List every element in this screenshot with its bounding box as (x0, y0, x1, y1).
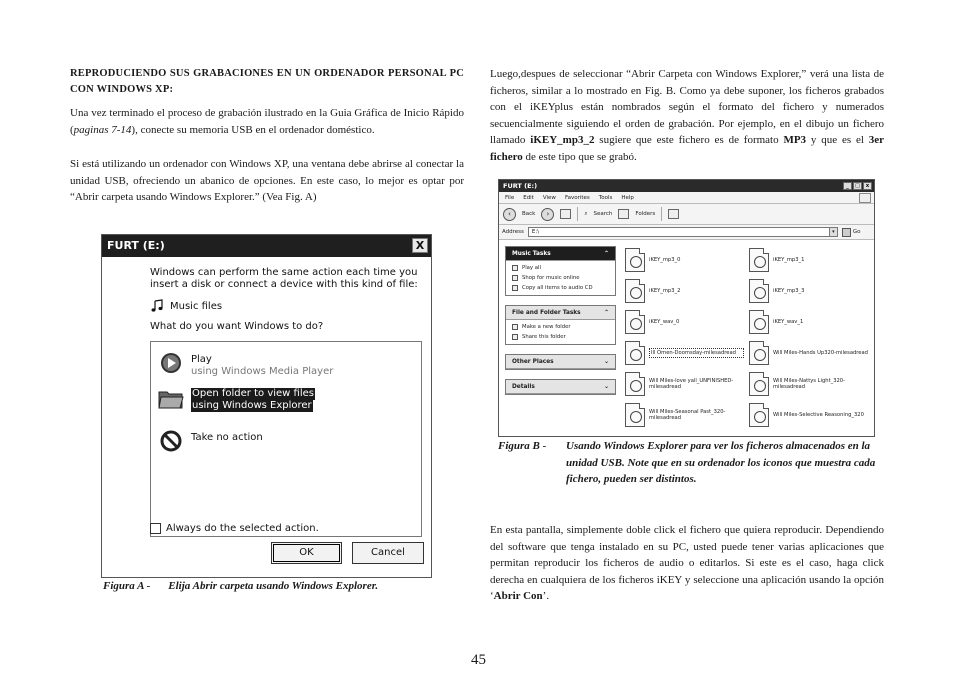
address-input[interactable]: E:\ ▾ (528, 227, 838, 237)
page-number: 45 (471, 652, 486, 668)
maximize-button[interactable]: □ (853, 182, 862, 190)
globe-icon (512, 275, 518, 281)
chevron-down-icon: ⌄ (603, 358, 609, 365)
folders-icon (618, 209, 629, 219)
dialog-title: FURT (E:) (107, 239, 165, 252)
audio-file-icon (625, 310, 645, 334)
dialog-message: Windows can perform the same action each time you insert a disk or connect a device with this kind of file: (150, 267, 418, 290)
other-places-header[interactable]: Other Places ⌄ (506, 355, 615, 369)
always-checkbox[interactable] (150, 523, 161, 534)
file-item[interactable]: iKEY_mp3_2 (625, 277, 747, 305)
details-header[interactable]: Details ⌄ (506, 380, 615, 394)
music-files-row (150, 299, 222, 313)
explorer-title: FURT (E:) (503, 182, 538, 190)
up-folder-icon[interactable] (560, 209, 571, 219)
no-action-icon (157, 428, 185, 454)
chevron-up-icon: ⌃ (603, 309, 609, 316)
option-play[interactable] (157, 350, 333, 378)
option-open-folder-label: Open folder to view files (192, 388, 314, 399)
explorer-titlebar (499, 180, 874, 192)
search-button[interactable]: Search (593, 211, 613, 217)
file-item[interactable]: iKEY_mp3_3 (749, 277, 871, 305)
search-icon: ⌕ (584, 210, 588, 217)
back-button[interactable]: Back (522, 211, 536, 217)
section-heading: REPRODUCIENDO SUS GRABACIONES EN UN ORDENADOR PERSONAL PC CON WINDOWS XP: (70, 68, 464, 95)
address-bar (499, 225, 874, 240)
file-item[interactable]: Will Miles-Seasonal Past_320-milesadread (625, 401, 747, 429)
new-folder-icon (512, 324, 518, 330)
always-label: Always do the selected action. (166, 523, 319, 534)
address-label: Address (502, 229, 524, 235)
file-item[interactable]: iKEY_mp3_0 (625, 246, 747, 274)
task-sidebar (505, 246, 616, 404)
file-folder-tasks-header[interactable]: File and Folder Tasks ⌃ (506, 306, 615, 320)
file-item[interactable]: Will Miles-love yall_UNFINISHED-milesadread (625, 370, 747, 398)
task-new-folder[interactable]: Make a new folder (506, 320, 615, 332)
file-item[interactable]: Will Miles-Selective Reasoning_320 (749, 401, 871, 429)
windows-logo-icon (859, 193, 871, 203)
format-example: MP3 (783, 134, 807, 146)
chevron-down-icon: ⌄ (603, 383, 609, 390)
cancel-button[interactable]: Cancel (352, 542, 424, 564)
task-shop-music[interactable]: Shop for music online (506, 273, 615, 283)
figure-b-text: Usando Windows Explorer para ver los ficheros almacenados en la unidad USB. Note que en su ordenador los iconos que muestra cada fichero, pueden ser distintos. (566, 440, 876, 485)
audio-file-icon (625, 279, 645, 303)
audio-file-icon (625, 403, 645, 427)
file-item-selected[interactable]: Ill Omen-Doomsday-milesadread (625, 339, 747, 367)
explorer-toolbar (499, 204, 874, 225)
share-icon (512, 334, 518, 340)
option-play-label: Play (191, 354, 212, 365)
chevron-up-icon: ⌃ (603, 250, 609, 257)
task-play-all[interactable]: Play all (506, 261, 615, 273)
details-panel (505, 379, 616, 395)
play-icon (157, 350, 185, 376)
file-folder-tasks-panel (505, 305, 616, 345)
option-open-folder-sub: using Windows Explorer (192, 400, 312, 411)
figure-a-caption (103, 578, 378, 595)
audio-file-icon (749, 403, 769, 427)
option-play-sub: using Windows Media Player (191, 366, 334, 377)
task-share-folder[interactable]: Share this folder (506, 332, 615, 344)
views-icon[interactable] (668, 209, 679, 219)
menu-favorites[interactable]: Favorites (564, 195, 590, 201)
double-click-paragraph: En esta pantalla, simplemente doble click el fichero que quiera reproducir. Dependiendo del software que tenga instalado en su PC, usted puede tener varias aplicaciones que permitan reproducir los ficheros de audio o editarlos. Si este es el caso, haga click derecha en cualquiera de los ficheros iKEY y seleccione una aplicación usando la opción ‘Abrir Con’. (490, 524, 884, 602)
task-copy-cd[interactable]: Copy all items to audio CD (506, 283, 615, 295)
close-button[interactable]: X (412, 238, 428, 253)
audio-file-icon (749, 310, 769, 334)
audio-file-icon (749, 248, 769, 272)
dialog-titlebar (102, 235, 431, 257)
chevron-down-icon[interactable]: ▾ (829, 228, 837, 236)
minimize-button[interactable]: _ (843, 182, 852, 190)
play-all-icon (512, 265, 518, 271)
menu-edit[interactable]: Edit (523, 195, 534, 201)
option-take-no-action-label: Take no action (191, 432, 263, 443)
file-grid (625, 246, 873, 436)
autoplay-dialog (101, 234, 432, 578)
always-checkbox-row[interactable] (150, 523, 319, 534)
action-list (150, 341, 422, 537)
menu-file[interactable]: File (505, 195, 515, 201)
figure-a-text: Elija Abrir carpeta usando Windows Explorer. (168, 580, 379, 592)
audio-file-icon (749, 279, 769, 303)
option-open-folder[interactable] (157, 386, 315, 412)
go-arrow-icon (842, 228, 851, 237)
file-item[interactable]: Will Miles-Hands Up320-milesadread (749, 339, 871, 367)
file-name-example: iKEY_mp3_2 (530, 134, 595, 146)
file-item[interactable]: iKEY_mp3_1 (749, 246, 871, 274)
file-item[interactable]: iKEY_wav_1 (749, 308, 871, 336)
ok-button[interactable]: OK (271, 542, 342, 564)
cd-icon (512, 285, 518, 291)
page-reference: paginas 7-14 (73, 123, 132, 136)
option-take-no-action[interactable] (157, 428, 263, 454)
music-tasks-panel (505, 246, 616, 296)
explorer-close-button[interactable]: x (863, 182, 872, 190)
other-places-panel (505, 354, 616, 370)
figure-b-label: Figura B - (498, 440, 547, 452)
forward-arrow-icon[interactable]: › (541, 208, 554, 221)
music-tasks-header[interactable]: Music Tasks ⌃ (506, 247, 615, 261)
music-files-label: Music files (170, 300, 223, 312)
menu-help[interactable]: Help (621, 195, 634, 201)
audio-file-icon (625, 341, 645, 365)
menu-tools[interactable]: Tools (598, 195, 613, 201)
intro-paragraph: Una vez terminado el proceso de grabación ilustrado en la Guia Gráfica de Inicio Rápido (paginas 7-14), conecte su memoria USB en el ordenador doméstico. (70, 107, 464, 136)
music-note-icon (150, 299, 164, 313)
audio-file-icon (625, 372, 645, 396)
audio-file-icon (625, 248, 645, 272)
audio-file-icon (749, 341, 769, 365)
open-with-option: Abrir Con (493, 590, 543, 602)
right-column-lower (490, 522, 884, 605)
go-button[interactable]: Go (842, 228, 861, 237)
right-column (490, 66, 884, 165)
figure-a-label: Figura A - (103, 580, 151, 592)
left-column (70, 66, 464, 206)
explorer-menubar (499, 192, 874, 204)
folder-icon (157, 386, 185, 412)
file-item[interactable]: Will Miles-Nattys Light_320-milesadread (749, 370, 871, 398)
dialog-question: What do you want Windows to do? (150, 321, 324, 332)
explorer-window (498, 179, 875, 437)
menu-view[interactable]: View (542, 195, 556, 201)
folders-button[interactable]: Folders (635, 211, 656, 217)
audio-file-icon (749, 372, 769, 396)
order-example: 3er fichero (490, 134, 885, 163)
windows-xp-paragraph: Si está utilizando un ordenador con Windows XP, una ventana debe abrirse al conectar la unidad USB, ofreciendo un abanico de opciones. En este caso, lo mejor es optar por “Abrir carpeta usando Windows Explorer.” (Vea Fig. A) (70, 158, 464, 203)
file-item[interactable]: iKEY_wav_0 (625, 308, 747, 336)
back-arrow-icon[interactable]: ‹ (503, 208, 516, 221)
explorer-paragraph: Luego,despues de seleccionar “Abrir Carpeta con Windows Explorer,” verá una lista de ficheros, similar a lo mostrado en Fig. B. Como ya debe suponer, los ficheros grabados con el iKEYplus están nombrados según el formato del fichero y numerados secuencialmente siguiendo el orden de grabación. Por ejemplo, en el dibujo un fichero llamado iKEY_mp3_2 sugiere que este fichero es de formato MP3 y que es el 3er fichero de este tipo que se grabó. (490, 68, 885, 163)
